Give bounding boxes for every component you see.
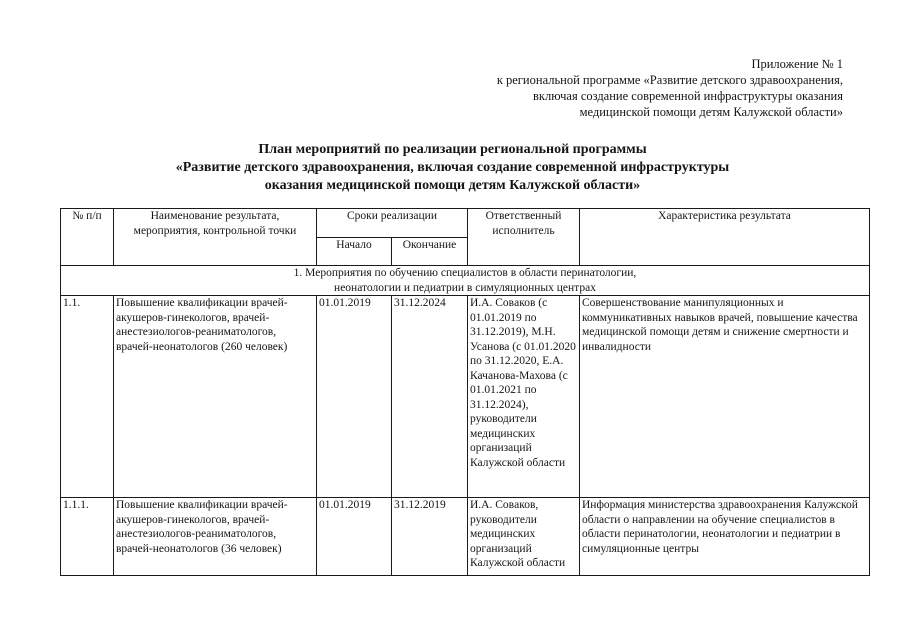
cell-name: Повышение квалификации врачей-акушеров-гинекологов, врачей-анестезиологов-реаниматологов, врачей-неонатологов (36 человек) [114, 498, 317, 576]
cell-characteristic: Совершенствование манипуляционных и коммуникативных навыков врачей, повышение качества медицинской помощи детям и снижение смертности и инвалидности [580, 296, 870, 498]
appendix-header [423, 56, 843, 120]
cell-executor: И.А. Совaков (с 01.01.2019 по 31.12.2019), М.Н. Усанова (с 01.01.2020 по 31.12.2020, Е.А. Качанова-Махова (с 01.01.2021 по 31.12.2024), руководители медицинских организаций Калужской области [468, 296, 580, 498]
cell-num: 1.1.1. [61, 498, 114, 576]
appendix-number: Приложение № 1 [751, 57, 843, 71]
header-name: Наименование результата, мероприятия, контрольной точки [114, 209, 317, 266]
header-characteristic: Характеристика результата [580, 209, 870, 266]
cell-name: Повышение квалификации врачей-акушеров-гинекологов, врачей-анестезиологов-реаниматологов, врачей-неонатологов (260 человек) [114, 296, 317, 498]
table-row [61, 296, 870, 498]
title-line: План мероприятий по реализации региональной программы [258, 142, 647, 157]
table-row [61, 498, 870, 576]
header-terms: Сроки реализации [317, 209, 468, 238]
appendix-line: включая создание современной инфраструктуры оказания [533, 89, 843, 103]
section-heading [61, 266, 870, 296]
cell-end: 31.12.2019 [392, 498, 468, 576]
header-executor: Ответственный исполнитель [468, 209, 580, 266]
header-start: Начало [317, 238, 392, 266]
title-line: оказания медицинской помощи детям Калужской области» [264, 178, 641, 193]
cell-executor: И.А. Совaков, руководители медицинских организаций Калужской области [468, 498, 580, 576]
cell-start: 01.01.2019 [317, 498, 392, 576]
header-num: № п/п [61, 209, 114, 266]
plan-table [60, 208, 870, 576]
cell-characteristic: Информация министерства здравоохранения Калужской области о направлении на обучение специалистов в области перинатологии, неонатологии и педиатрии в симуляционные центры [580, 498, 870, 576]
appendix-line: медицинской помощи детям Калужской области» [579, 105, 843, 119]
document-title [0, 141, 905, 195]
title-line: «Развитие детского здравоохранения, включая создание современной инфраструктуры [175, 160, 730, 175]
cell-num: 1.1. [61, 296, 114, 498]
header-end: Окончание [392, 238, 468, 266]
appendix-line: к региональной программе «Развитие детского здравоохранения, [496, 73, 843, 87]
section-line: 1. Мероприятия по обучению специалистов в области перинатологии, [293, 267, 637, 279]
cell-end: 31.12.2024 [392, 296, 468, 498]
section-line: неонатологии и педиатрии в симуляционных центрах [334, 281, 596, 294]
cell-start: 01.01.2019 [317, 296, 392, 498]
